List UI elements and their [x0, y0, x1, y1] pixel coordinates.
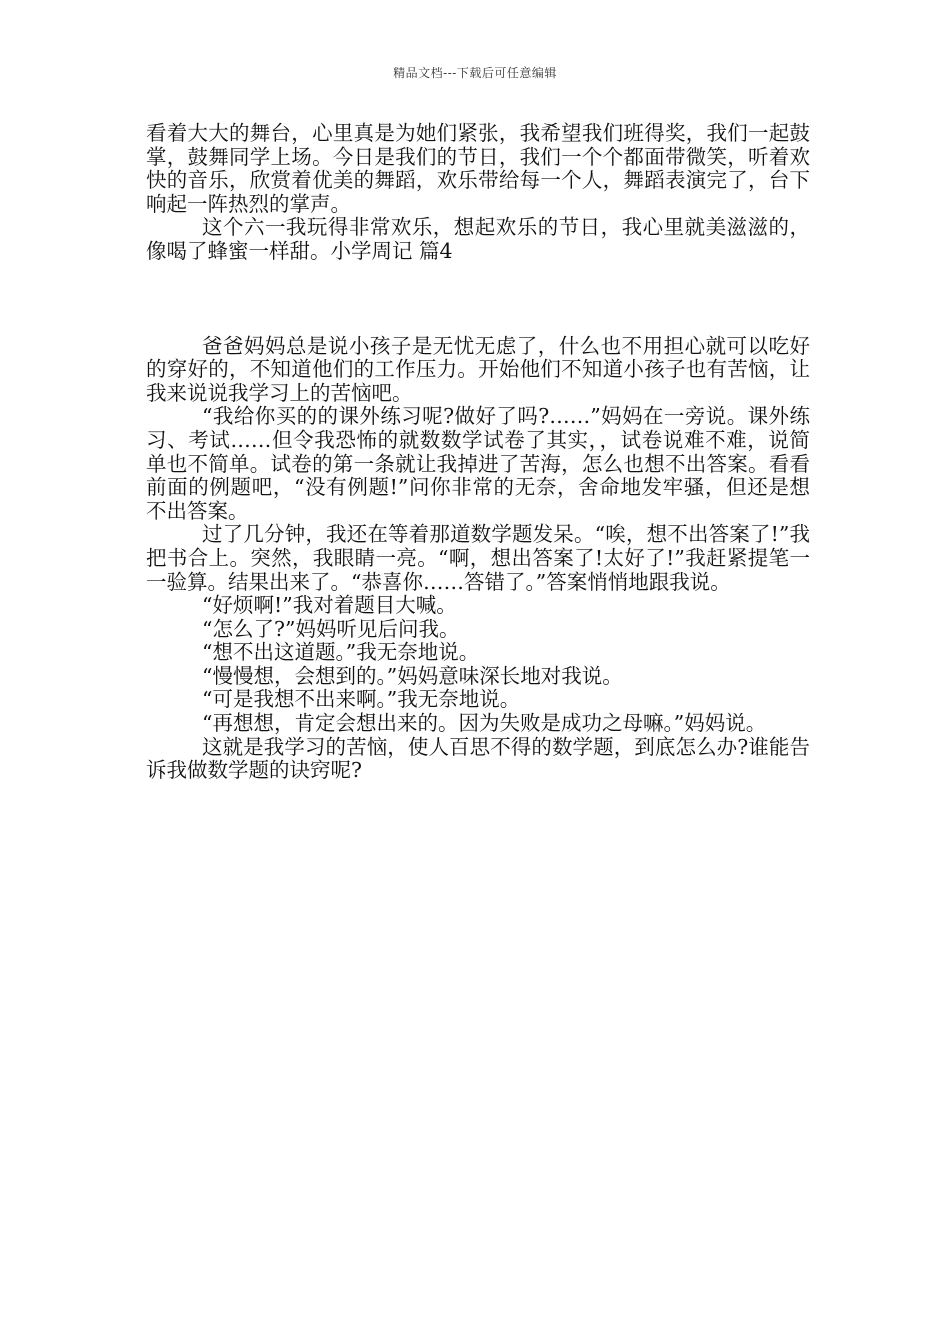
dialogue-line: “再想想，肯定会想出来的。因为失败是成功之母嘛。”妈妈说。: [202, 711, 767, 736]
section-gap: [146, 264, 810, 311]
page-header: 精品文档---下载后可任意编辑: [393, 66, 557, 80]
dialogue-line: “怎么了?”妈妈听见后问我。: [202, 616, 460, 641]
paragraph: 这个六一我玩得非常欢乐，想起欢乐的节日，我心里就美滋滋的，像喝了蜂蜜一样甜。小学周记 篇4: [146, 215, 810, 263]
section-gap: [146, 311, 810, 335]
paragraph: 看着大大的舞台，心里真是为她们紧张，我希望我们班得奖，我们一起鼓掌，鼓舞同学上场。今日是我们的节日，我们一个个都面带微笑，听着欢快的音乐，欣赏着优美的舞蹈，欢乐带给每一个人，舞蹈表演完了，台下响起一阵热烈的掌声。: [146, 121, 810, 216]
dialogue-line: “好烦啊!”我对着题目大喊。: [202, 593, 457, 618]
dialogue-line: “可是我想不出来啊。”我无奈地说。: [202, 687, 521, 712]
paragraph: “我给你买的的课外练习呢?做好了吗?……”妈妈在一旁说。课外练习、考试……但令我恐怖的就数数学试卷了其实，，试卷说难不难，说简单也不简单。试卷的第一条就让我掉进了苦海，怎么也想不出答案。看看前面的例题吧，“没有例题!”问你非常的无奈，舍命地发牢骚，但还是想不出答案。: [146, 404, 810, 523]
document-body: [146, 122, 810, 783]
paragraph: 这就是我学习的苦恼，使人百思不得的数学题，到底怎么办?谁能告诉我做数学题的诀窍呢?: [146, 734, 810, 783]
dialogue-line: “慢慢想，会想到的。”妈妈意味深长地对我说。: [202, 663, 623, 688]
dialogue-line: “想不出这道题。”我无奈地说。: [202, 640, 480, 665]
paragraph: 过了几分钟，我还在等着那道数学题发呆。“唉，想不出答案了!”我把书合上。突然，我眼睛一亮。“啊，想出答案了!太好了!”我赶紧提笔一一验算。结果出来了。“恭喜你……答错了。”答案悄悄地跟我说。: [146, 522, 810, 594]
paragraph: 爸爸妈妈总是说小孩子是无忧无虑了，什么也不用担心就可以吃好的穿好的，不知道他们的工作压力。开始他们不知道小孩子也有苦恼，让我来说说我学习上的苦恼吧。: [146, 333, 810, 405]
